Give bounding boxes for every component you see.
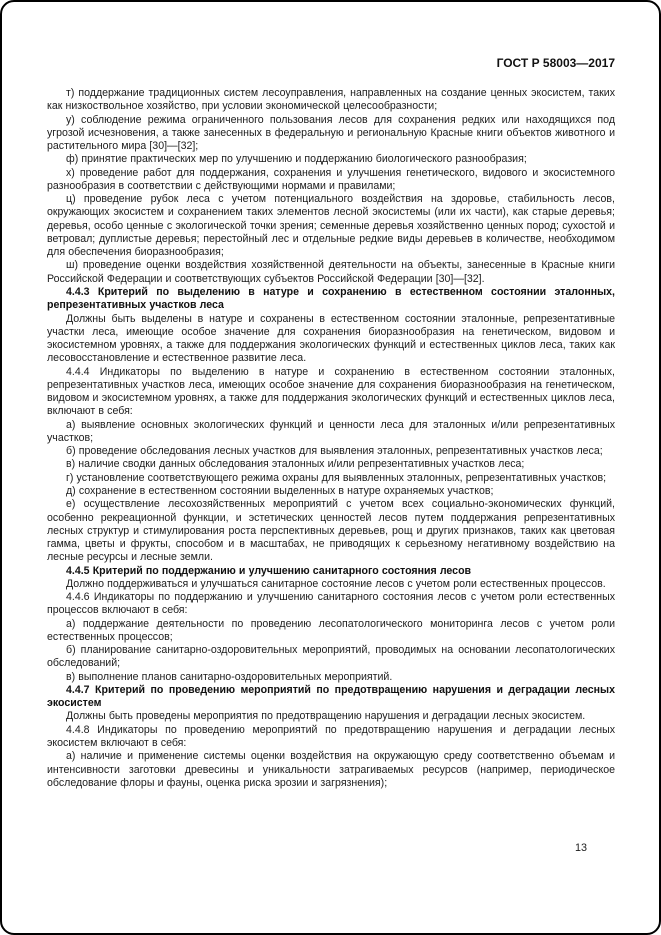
paragraph: в) выполнение планов санитарно-оздоровительных мероприятий. xyxy=(66,670,393,683)
doc-number: ГОСТ Р 58003—2017 xyxy=(496,56,615,70)
paragraph: т) поддержание традиционных систем лесоуправления, направленных на создание ценных экосистем, таких как низкоствольное хозяйство, при условии экономической целесообразности; xyxy=(47,87,615,113)
paragraph: а) выявление основных экологических функций и ценности леса для эталонных и/или репрезентативных участков; xyxy=(47,418,615,444)
paragraph: 4.4.4 Индикаторы по выделению в натуре и сохранению в естественном состоянии эталонных, репрезентативных участков леса, имеющих особое значение для сохранения биоразнообразия на генетическом, видовом и экосистемном уровнях, а также для поддержания экологических функций и естественных циклов леса, включают в себя: xyxy=(47,365,615,418)
paragraph: 4.4.6 Индикаторы по поддержанию и улучшению санитарного состояния лесов с учетом роли естественных процессов включают в себя: xyxy=(47,591,615,617)
paragraph: б) планирование санитарно-оздоровительных мероприятий, проводимых на основании лесопатологических обследований; xyxy=(47,644,615,670)
paragraph: Должны быть выделены в натуре и сохранены в естественном состоянии эталонные, репрезентативные участки леса, имеющие особое значение для сохранения биоразнообразия на генетическом, видовом и экосистемном уровнях, а также для поддержания экологических функций и естественных циклов леса, таких как лесовосстановление и естественное развитие леса. xyxy=(47,312,615,365)
paragraph: д) сохранение в естественном состоянии выделенных в натуре охраняемых участков; xyxy=(66,484,494,497)
document-content xyxy=(47,87,615,790)
section-heading: 4.4.7 Критерий по проведению мероприятий по предотвращению нарушения и деградации лесных экосистем xyxy=(47,683,615,710)
section-heading: 4.4.3 Критерий по выделению в натуре и сохранению в естественном состоянии эталонных, репрезентативных участков леса xyxy=(47,285,615,312)
paragraph: ш) проведение оценки воздействия хозяйственной деятельности на объекты, занесенные в Красные книги Российской Федерации и соответствующих субъектов Российской Федерации [30]—[32]. xyxy=(47,259,615,285)
paragraph: 4.4.8 Индикаторы по проведению мероприятий по предотвращению нарушения и деградации лесных экосистем включают в себя: xyxy=(47,723,615,750)
paragraph: а) поддержание деятельности по проведению лесопатологического мониторинга лесов с учетом роли естественных процессов; xyxy=(47,617,615,643)
paragraph: у) соблюдение режима ограниченного пользования лесов для сохранения редких или находящихся под угрозой исчезновения, а также занесенных в федеральную и региональную Красные книги объектов животного и растительного мира [30]—[32]; xyxy=(47,113,615,153)
paragraph: е) осуществление лесохозяйственных мероприятий с учетом всех социально-экономических функций, особенно рекреационной функции, и эстетических ценностей лесов путем поддержания репрезентативных лесных структур и стимулирования роста перспективных деревьев, рощ и других признаков, таких как цветовая гамма, цветы и фрукты, способом и в масштабах, не приводящих к серьезному негативному воздействию на лесные ресурсы и лесные земли. xyxy=(47,498,615,564)
page-footer xyxy=(575,842,587,855)
section-heading: 4.4.5 Критерий по поддержанию и улучшению санитарного состояния лесов xyxy=(66,564,472,577)
paragraph: а) наличие и применение системы оценки воздействия на окружающую среду соответственно объемам и интенсивности заготовки древесины и уникальности затрагиваемых ресурсов (например, периодическое обследование флоры и фауны, оценка риска эрозии и загрязнения); xyxy=(47,750,615,789)
page-header xyxy=(47,57,615,70)
paragraph: ф) принятие практических мер по улучшению и поддержанию биологического разнообразия; xyxy=(66,153,527,166)
paragraph: в) наличие сводки данных обследования эталонных и/или репрезентативных участков леса; xyxy=(66,458,525,471)
paragraph: б) проведение обследования лесных участков для выявления эталонных, репрезентативных участков леса; xyxy=(66,445,603,458)
paragraph: Должно поддерживаться и улучшаться санитарное состояние лесов с учетом роли естественных процессов. xyxy=(66,577,606,590)
paragraph: х) проведение работ для поддержания, сохранения и улучшения генетического, видового и экосистемного разнообразия в соответствии с действующими нормами и правилами; xyxy=(47,166,615,192)
paragraph: Должны быть проведены мероприятия по предотвращению нарушения и деградации лесных экосистем. xyxy=(66,710,586,723)
paragraph: ц) проведение рубок леса с учетом потенциального воздействия на здоровье, стабильность лесов, окружающих экосистем и сохранением таких элементов лесной экосистемы (или их части), как старые деревья; деревья, особо ценные с экологической точки зрения; семенные деревья хозяйственно ценных пород; сухостой и ветровал; дуплистые деревья; перестойный лес и отдельные редкие виды деревьев в количестве, необходимом для обеспечения биоразнообразия; xyxy=(47,193,615,259)
paragraph: г) установление соответствующего режима охраны для выявленных эталонных, репрезентативных участков; xyxy=(66,471,607,484)
page-number: 13 xyxy=(574,842,587,854)
